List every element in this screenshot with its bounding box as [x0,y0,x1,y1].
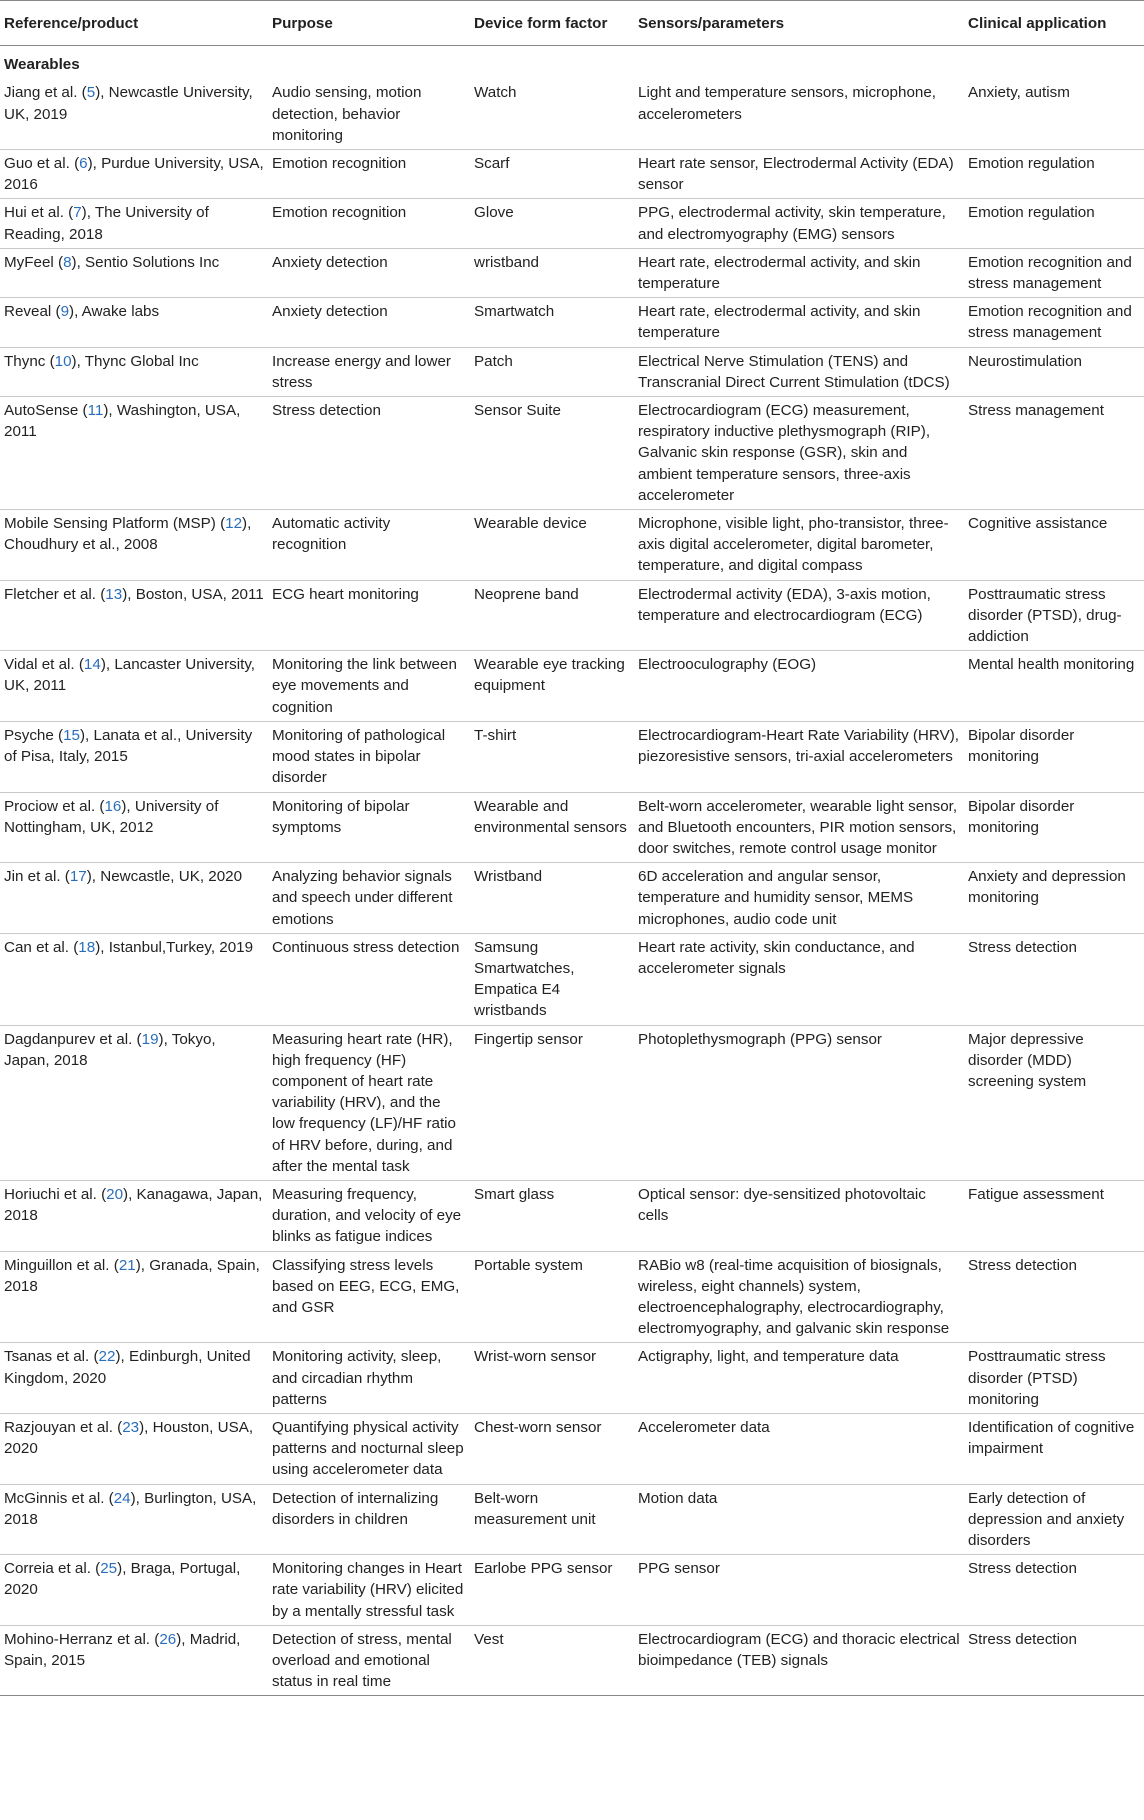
cell-device: wristband [470,248,634,297]
reference-text-tail: ), Edinburgh, United Kingdom, 2020 [4,1348,251,1387]
reference-text: Guo et al. ( [4,155,80,173]
reference-text: Thync ( [4,352,55,370]
cell-reference [0,651,268,722]
cell-device: Scarf [470,150,634,199]
cell-sensors: Light and temperature sensors, microphone, accelerometers [634,79,964,149]
cell-application: Emotion recognition and stress management [964,298,1144,347]
table-row [0,863,1144,934]
citation-link[interactable]: 18 [78,938,96,956]
table-row [0,1343,1144,1414]
cell-sensors: Heart rate sensor, Electrodermal Activity (EDA) sensor [634,150,964,199]
reference-text: McGinnis et al. ( [4,1489,114,1507]
reference-text: Correia et al. ( [4,1560,101,1578]
reference-text: Jiang et al. ( [4,84,87,102]
reference-text-tail: ), Thync Global Inc [71,352,199,370]
cell-device: Smart glass [470,1180,634,1251]
citation-link[interactable]: 25 [100,1560,118,1578]
cell-purpose: ECG heart monitoring [268,580,470,651]
citation-link[interactable]: 11 [87,402,104,420]
cell-sensors: 6D acceleration and angular sensor, temperature and humidity sensor, MEMS microphones, audio code unit [634,863,964,934]
header-purpose: Purpose [268,1,470,46]
cell-purpose: Monitoring the link between eye movements and cognition [268,651,470,722]
reference-text-tail: ), Tokyo, Japan, 2018 [4,1030,216,1069]
reference-text-tail: ), University of Nottingham, UK, 2012 [4,797,219,836]
cell-device: Samsung Smartwatches, Empatica E4 wristbands [470,933,634,1025]
cell-reference [0,1625,268,1696]
cell-purpose: Monitoring changes in Heart rate variability (HRV) elicited by a mentally stressful task [268,1555,470,1626]
cell-purpose: Anxiety detection [268,298,470,347]
header-device: Device form factor [470,1,634,46]
cell-sensors: Microphone, visible light, pho-transistor, three-axis digital accelerometer, digital barometer, temperature, and digital compass [634,510,964,581]
citation-link[interactable]: 26 [159,1630,177,1648]
table-header [0,1,1144,46]
reference-text-tail: ), Awake labs [69,303,160,321]
cell-purpose: Classifying stress levels based on EEG, ECG, EMG, and GSR [268,1251,470,1343]
reference-text: Hui et al. ( [4,204,74,222]
cell-sensors: Actigraphy, light, and temperature data [634,1343,964,1414]
reference-text-tail: ), Braga, Portugal, 2020 [4,1560,241,1599]
cell-reference [0,792,268,863]
cell-reference [0,150,268,199]
cell-reference [0,510,268,581]
citation-link[interactable]: 19 [141,1030,159,1048]
reference-text: Tsanas et al. ( [4,1348,99,1366]
reference-text: Dagdanpurev et al. ( [4,1030,142,1048]
reference-text-tail: ), Burlington, USA, 2018 [4,1489,257,1528]
citation-link[interactable]: 10 [54,352,72,370]
cell-device: Earlobe PPG sensor [470,1555,634,1626]
citation-link[interactable]: 6 [79,155,88,173]
cell-device: Fingertip sensor [470,1025,634,1180]
table-row [0,1484,1144,1555]
reference-text-tail: ), Choudhury et al., 2008 [4,515,252,554]
table-row [0,580,1144,651]
cell-reference [0,298,268,347]
cell-reference [0,1413,268,1484]
cell-purpose: Increase energy and lower stress [268,347,470,396]
cell-sensors: Electrocardiogram (ECG) measurement, respiratory inductive plethysmograph (RIP), Galvanic skin response (GSR), skin and ambient temperature sensors, three-axis accelerometer [634,397,964,510]
cell-device: Portable system [470,1251,634,1343]
reference-text-tail: ), Granada, Spain, 2018 [4,1256,260,1295]
citation-link[interactable]: 23 [122,1418,140,1436]
cell-purpose: Emotion recognition [268,199,470,248]
reference-text: Fletcher et al. ( [4,585,106,603]
cell-application: Stress detection [964,933,1144,1025]
cell-device: Wrist-worn sensor [470,1343,634,1414]
cell-purpose: Automatic activity recognition [268,510,470,581]
cell-device: Patch [470,347,634,396]
cell-purpose: Quantifying physical activity patterns and nocturnal sleep using accelerometer data [268,1413,470,1484]
cell-sensors: RABio w8 (real-time acquisition of biosignals, wireless, eight channels) system, electroencephalography, electrocardiography, electromyography, and galvanic skin response [634,1251,964,1343]
cell-application: Major depressive disorder (MDD) screening system [964,1025,1144,1180]
reference-text: Prociow et al. ( [4,797,105,815]
cell-purpose: Analyzing behavior signals and speech under different emotions [268,863,470,934]
cell-device: Sensor Suite [470,397,634,510]
citation-link[interactable]: 15 [63,726,80,744]
table-body [0,46,1144,1696]
cell-application: Stress detection [964,1625,1144,1696]
reference-text: Mobile Sensing Platform (MSP) ( [4,515,226,533]
table-row [0,721,1144,792]
cell-reference [0,1251,268,1343]
reference-text: Can et al. ( [4,938,79,956]
citation-link[interactable]: 17 [69,868,87,886]
cell-reference [0,863,268,934]
citation-link[interactable]: 20 [106,1185,124,1203]
cell-device: Belt-worn measurement unit [470,1484,634,1555]
header-reference: Reference/product [0,1,268,46]
cell-purpose: Detection of stress, mental overload and emotional status in real time [268,1625,470,1696]
cell-sensors: Motion data [634,1484,964,1555]
cell-purpose: Emotion recognition [268,150,470,199]
cell-device: Chest-worn sensor [470,1413,634,1484]
reference-text-tail: ), Newcastle, UK, 2020 [86,868,243,886]
table-row [0,1025,1144,1180]
cell-application: Fatigue assessment [964,1180,1144,1251]
cell-sensors: Belt-worn accelerometer, wearable light sensor, and Bluetooth encounters, PIR motion sensors, door switches, remote control usage monitor [634,792,964,863]
cell-purpose: Audio sensing, motion detection, behavior monitoring [268,79,470,149]
table-row [0,933,1144,1025]
cell-sensors: PPG, electrodermal activity, skin temperature, and electromyography (EMG) sensors [634,199,964,248]
cell-application: Cognitive assistance [964,510,1144,581]
cell-purpose: Stress detection [268,397,470,510]
cell-application: Emotion recognition and stress management [964,248,1144,297]
table-row [0,347,1144,396]
cell-reference [0,1343,268,1414]
cell-purpose: Monitoring of bipolar symptoms [268,792,470,863]
cell-sensors: Heart rate, electrodermal activity, and skin temperature [634,298,964,347]
cell-reference [0,199,268,248]
reference-text: Vidal et al. ( [4,656,84,674]
table-row [0,79,1144,149]
cell-reference [0,1555,268,1626]
cell-purpose: Monitoring activity, sleep, and circadian rhythm patterns [268,1343,470,1414]
citation-link[interactable]: 7 [73,204,82,222]
citation-link[interactable]: 22 [98,1348,116,1366]
cell-purpose: Monitoring of pathological mood states in bipolar disorder [268,721,470,792]
reference-text: Mohino-Herranz et al. ( [4,1630,160,1648]
cell-device: Wearable and environmental sensors [470,792,634,863]
cell-application: Emotion regulation [964,199,1144,248]
cell-reference [0,933,268,1025]
cell-purpose: Anxiety detection [268,248,470,297]
cell-purpose: Measuring frequency, duration, and velocity of eye blinks as fatigue indices [268,1180,470,1251]
cell-sensors: Electrooculography (EOG) [634,651,964,722]
cell-reference [0,580,268,651]
cell-device: Watch [470,79,634,149]
cell-application: Early detection of depression and anxiety disorders [964,1484,1144,1555]
cell-reference [0,248,268,297]
citation-link[interactable]: 13 [105,585,123,603]
cell-sensors: Electrodermal activity (EDA), 3-axis motion, temperature and electrocardiogram (ECG) [634,580,964,651]
cell-application: Identification of cognitive impairment [964,1413,1144,1484]
cell-device: T-shirt [470,721,634,792]
reference-text: Razjouyan et al. ( [4,1418,123,1436]
reference-text: Reveal ( [4,303,61,321]
cell-application: Neurostimulation [964,347,1144,396]
citation-link[interactable]: 24 [113,1489,131,1507]
cell-reference [0,1484,268,1555]
reference-text-tail: ), Sentio Solutions Inc [71,253,220,271]
header-row [0,1,1144,46]
cell-purpose: Measuring heart rate (HR), high frequency (HF) component of heart rate variability (HRV), and the low frequency (LF)/HF ratio of HRV before, during, and after the mental task [268,1025,470,1180]
reference-text-tail: ), Boston, USA, 2011 [122,585,264,603]
citation-link[interactable]: 5 [86,84,96,102]
cell-reference [0,347,268,396]
citation-link[interactable]: 12 [225,515,243,533]
cell-application: Emotion regulation [964,150,1144,199]
reference-text: Psyche ( [4,726,64,744]
cell-application: Mental health monitoring [964,651,1144,722]
reference-text: Horiuchi et al. ( [4,1185,107,1203]
table-row [0,199,1144,248]
cell-purpose: Detection of internalizing disorders in children [268,1484,470,1555]
reference-text: AutoSense ( [4,402,88,420]
reference-text-tail: ), Lancaster University, UK, 2011 [4,656,256,695]
cell-sensors: PPG sensor [634,1555,964,1626]
cell-application: Stress management [964,397,1144,510]
citation-link[interactable]: 14 [83,656,101,674]
reference-text-tail: ), Houston, USA, 2020 [4,1418,254,1458]
cell-sensors: Electrical Nerve Stimulation (TENS) and Transcranial Direct Current Stimulation (tDCS) [634,347,964,396]
reference-text: MyFeel ( [4,253,64,271]
cell-sensors: Heart rate, electrodermal activity, and skin temperature [634,248,964,297]
table-row [0,1555,1144,1626]
cell-sensors: Heart rate activity, skin conductance, and accelerometer signals [634,933,964,1025]
reference-text-tail: ), Istanbul,Turkey, 2019 [95,938,254,956]
cell-application: Anxiety and depression monitoring [964,863,1144,934]
cell-application: Posttraumatic stress disorder (PTSD) monitoring [964,1343,1144,1414]
cell-reference [0,1180,268,1251]
cell-application: Posttraumatic stress disorder (PTSD), drug-addiction [964,580,1144,651]
cell-device: Wearable eye tracking equipment [470,651,634,722]
cell-sensors: Photoplethysmograph (PPG) sensor [634,1025,964,1180]
cell-reference [0,1025,268,1180]
cell-sensors: Accelerometer data [634,1413,964,1484]
header-application: Clinical application [964,1,1144,46]
cell-device: Neoprene band [470,580,634,651]
cell-reference [0,79,268,149]
cell-sensors: Electrocardiogram-Heart Rate Variability (HRV), piezoresistive sensors, tri-axial accelerometers [634,721,964,792]
table-row [0,1251,1144,1343]
reference-text-tail: ), Kanagawa, Japan, 2018 [4,1185,263,1225]
header-sensors: Sensors/parameters [634,1,964,46]
cell-reference [0,397,268,510]
section-title: Wearables [4,56,80,74]
cell-application: Bipolar disorder monitoring [964,792,1144,863]
reference-text-tail: ), Washington, USA, 2011 [4,402,241,441]
table-row [0,651,1144,722]
cell-application: Stress detection [964,1251,1144,1343]
cell-application: Bipolar disorder monitoring [964,721,1144,792]
table-row [0,510,1144,581]
reference-text-tail: ), Newcastle University, UK, 2019 [4,84,253,123]
table-row [0,1413,1144,1484]
cell-device: Wearable device [470,510,634,581]
reference-text: Minguillon et al. ( [4,1256,119,1274]
section-row [0,46,1144,80]
citation-link[interactable]: 9 [60,303,70,321]
cell-device: Glove [470,199,634,248]
table-row [0,1180,1144,1251]
citation-link[interactable]: 8 [63,253,72,271]
table-row [0,792,1144,863]
table-row [0,1625,1144,1696]
cell-reference [0,721,268,792]
cell-device: Wristband [470,863,634,934]
table-row [0,298,1144,347]
reference-text-tail: ), Lanata et al., University of Pisa, Italy, 2015 [4,726,253,766]
reference-text-tail: ), The University of Reading, 2018 [4,204,209,243]
citation-link[interactable]: 21 [118,1256,136,1274]
table-row [0,150,1144,199]
cell-purpose: Continuous stress detection [268,933,470,1025]
cell-sensors: Electrocardiogram (ECG) and thoracic electrical bioimpedance (TEB) signals [634,1625,964,1696]
cell-device: Vest [470,1625,634,1696]
cell-application: Anxiety, autism [964,79,1144,149]
reference-text-tail: ), Madrid, Spain, 2015 [4,1630,241,1670]
cell-device: Smartwatch [470,298,634,347]
cell-sensors: Optical sensor: dye-sensitized photovoltaic cells [634,1180,964,1251]
reference-text: Jin et al. ( [4,868,70,886]
table-row [0,397,1144,510]
citation-link[interactable]: 16 [104,797,122,815]
reference-text-tail: ), Purdue University, USA, 2016 [4,155,264,194]
cell-application: Stress detection [964,1555,1144,1626]
table-row [0,248,1144,297]
